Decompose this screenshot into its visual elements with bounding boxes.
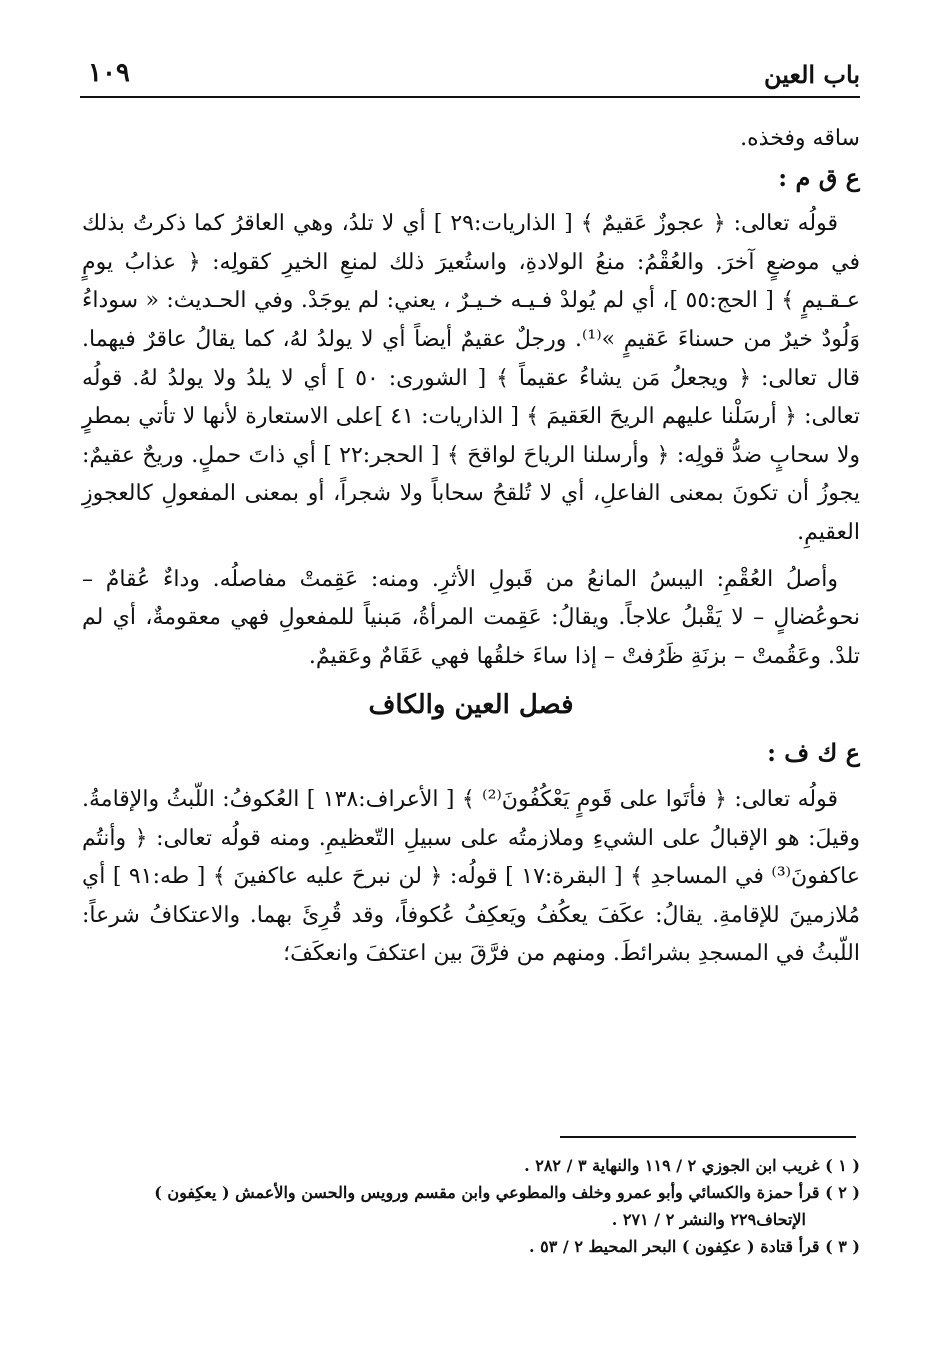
page-number: ١٠٩ (88, 58, 130, 88)
page-header (80, 52, 860, 96)
entry-heading-akf: ع ك ف : (767, 738, 860, 768)
spacer (82, 773, 860, 781)
header-divider (80, 96, 860, 98)
chapter-title: باب العين (763, 60, 860, 89)
footnote-divider (560, 1136, 856, 1138)
entry-aqm-paragraph-1: قولُه تعالى: ﴿ عجوزٌ عَقيمٌ ﴾ [ الذاريات:٢٩ ] أي لا تلدُ، وهي العاقرُ كما ذكرتُ بذلك في موضعٍ آخرَ. والعُقْمُ: منعُ الولادةِ، واستُعيرَ ذلك لمنعِ الخيرِ كقولِه: ﴿ عذابُ يومٍ عـقـيمٍ ﴾ [ الحج:٥٥ ]، أي لم يُولدْ فـيـه خـيـرٌ ، يعني: لم يوجَدْ. وفي الحـديث: « سوداءُ وَلُودٌ خيرٌ من حسناءَ عَقيمٍ »⁽¹⁾. ورجلٌ عقيمٌ أيضاً أي لا يولدُ لهُ، كما يقالُ عاقرٌ فيهما. قال تعالى: ﴿ ويجعلُ مَن يشاءُ عقيماً ﴾ [ الشورى: ٥٠ ] أي لا يلدُ ولا يولدُ لهُ. قولُه تعالى: ﴿ أرسَلْنا عليهم الريحَ العَقيمَ ﴾ [ الذاريات: ٤١ ]على الاستعارة لأنها لا تأتي بمطرٍ ولا سحابٍ ضدُّ قولِه: ﴿ وأرسلنا الرياحَ لواقحَ ﴾ [ الحجر:٢٢ ] أي ذاتَ حملٍ. وريحٌ عقيمٌ: يجوزُ أن تكونَ بمعنى الفاعلِ، أي لا تُلقحُ سحاباً ولا شجراً، أو بمعنى المفعولِ كالعجوزِ العقيمِ. (82, 211, 861, 545)
footnote-1: ( ١ ) غريب ابن الجوزي ٢ / ١١٩ والنهاية ٣ / ٢٨٢ . (524, 1156, 860, 1175)
continuation-line: ساقه وفخذه. (740, 126, 860, 151)
footnote-2-continuation: الإتحاف٢٢٩ والنشر ٢ / ٢٧١ . (611, 1210, 806, 1229)
footnote-2: ( ٢ ) قرأ حمزة والكسائي وأبو عمرو وخلف والمطوعي وابن مقسم ورويس والحسن والأعمش ( يعكِفون ) (154, 1183, 860, 1202)
entry-akf-paragraph-1: قولُه تعالى: ﴿ فأتَوا على قَومٍ يَعْكُفُونَ⁽²⁾ ﴾ [ الأعراف:١٣٨ ] العُكوفُ: اللّبثُ والإقامةُ. وقيلَ: هو الإقبالُ على الشيءِ وملازمتُه على سبيلِ التّعظيمِ. ومنه قولُه تعالى: ﴿ وأنتُم عاكفونَ⁽³⁾ في المساجدِ ﴾ [ البقرة:١٧ ] قولُه: ﴿ لن نبرحَ عليه عاكفينَ ﴾ [ طه:٩١ ] أي مُلازمينَ للإقامةِ. يقالُ: عكَفَ يعكُفُ ويَعكِفُ عُكوفاً، وقد قُرِئَ بهما. والاعتكافُ شرعاً: اللّبثُ في المسجدِ بشرائطَ. ومنهم من فرَّقَ بين اعتكفَ وانعكَفَ؛ (82, 786, 860, 967)
footnote-3: ( ٣ ) قرأ قتادة ( عكِفون ) البحر المحيط ٢ / ٥٣ . (529, 1237, 860, 1256)
main-text (82, 120, 860, 974)
footnotes (82, 1152, 860, 1260)
entry-heading-aqm: ع ق م : (778, 162, 860, 192)
entry-aqm-paragraph-2: وأصلُ العُقْمِ: اليبسُ المانعُ من قَبولِ الأثرِ. ومنه: عَقِمتْ مفاصلُه. وداءٌ عُقامٌ – نحوعُضالٍ – لا يَقْبلُ علاجاً. ويقالُ: عَقِمت المرأةُ، مَبنياً للمفعولِ فهي معقومةٌ، أي لم تلدْ. وعَقُمتْ – بزنَةِ ظَرُفتْ – إذا ساءَ خلقُها فهي عَقَامٌ وعَقيمٌ. (82, 566, 860, 669)
section-title: فصل العين والكاف (368, 690, 574, 721)
spacer (82, 553, 860, 561)
spacer (82, 197, 860, 205)
